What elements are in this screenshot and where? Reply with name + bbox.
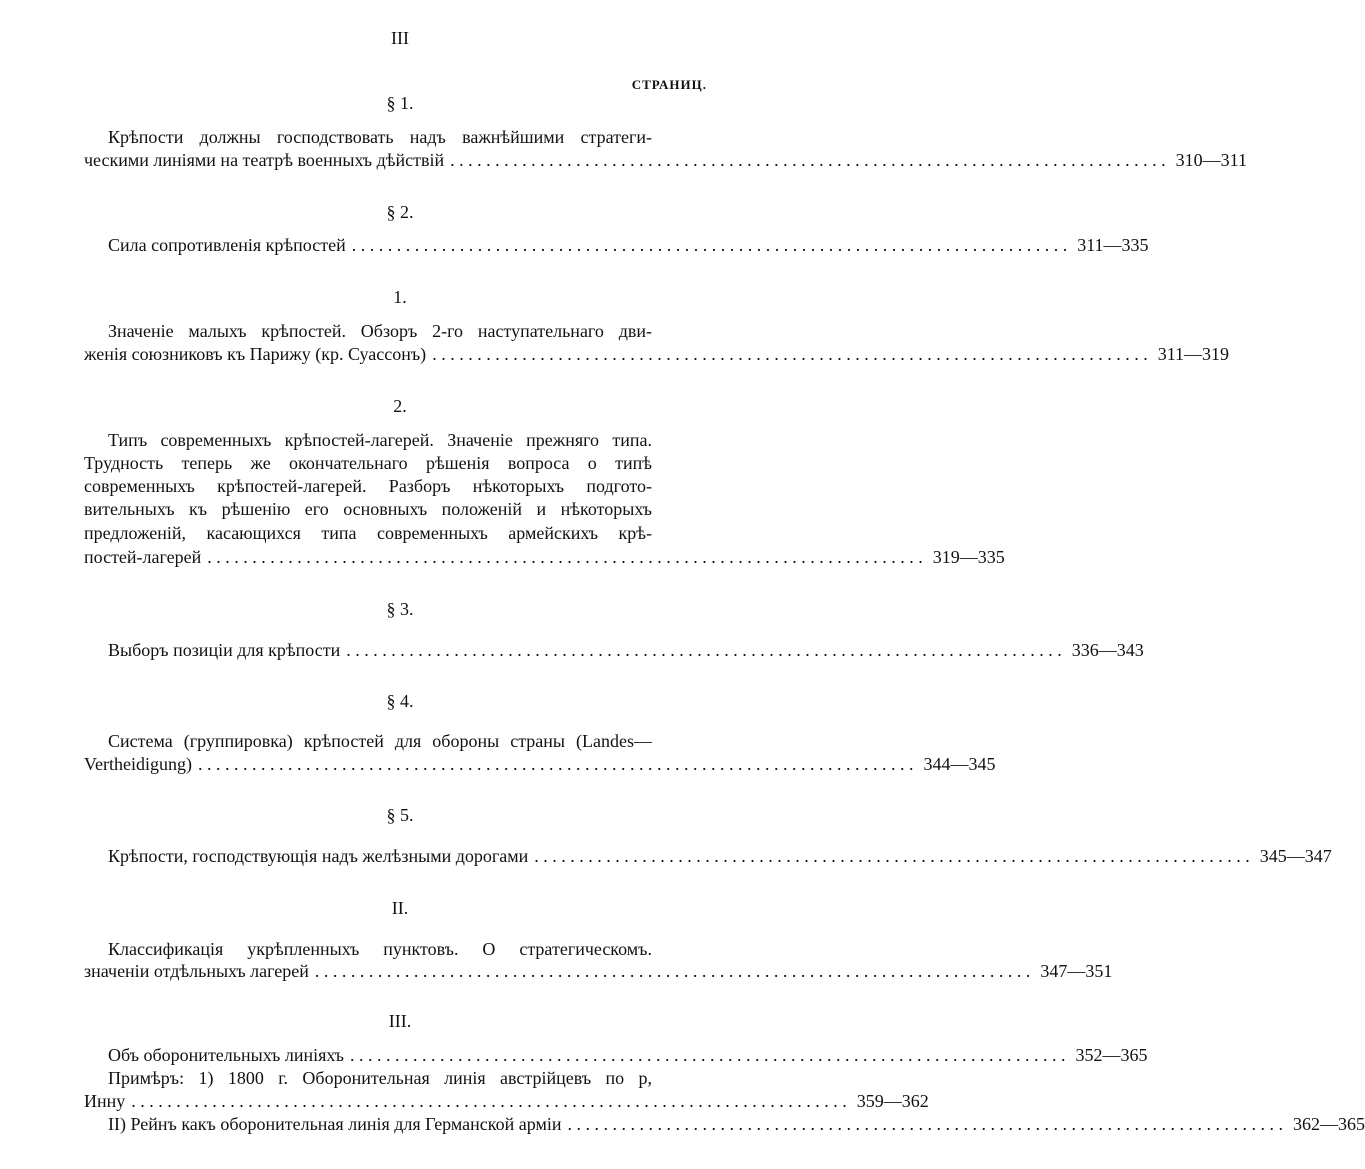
section-heading: 1. [393, 287, 407, 307]
section-heading: III. [388, 1011, 412, 1031]
toc-entry-last-line [108, 845, 1332, 867]
toc-entry-last-line [84, 149, 1247, 171]
toc-entry-last-line [108, 234, 1149, 256]
page-range: 352—365 [1075, 1045, 1148, 1065]
dot-leader: . . . . . . . . . . . . . . . . . . . . . . . . . . . . . . . . . . . . . . . . . . . . . . . . . . . . . . . . . . . . . . . . . . . . . . . . . . . . . . . . [314, 961, 1031, 981]
toc-entry-last-line [84, 960, 1113, 982]
dot-leader: . . . . . . . . . . . . . . . . . . . . . . . . . . . . . . . . . . . . . . . . . . . . . . . . . . . . . . . . . . . . . . . . . . . . . . . . . . . . . . . . [131, 1091, 847, 1111]
dot-leader: . . . . . . . . . . . . . . . . . . . . . . . . . . . . . . . . . . . . . . . . . . . . . . . . . . . . . . . . . . . . . . . . . . . . . . . . . . . . . . . . [567, 1114, 1283, 1134]
entry-text: Инну [84, 1091, 126, 1111]
page-range: 336—343 [1071, 640, 1144, 660]
entry-text: значеніи отдѣльныхъ лагерей [84, 961, 309, 981]
page-range: 311—319 [1157, 344, 1230, 364]
page-number: III [391, 28, 409, 48]
entry-line: Значеніе малыхъ крѣпостей. Обзоръ 2-го наступательнаго дви- [108, 321, 652, 341]
page-range: 311—335 [1077, 235, 1149, 255]
entry-line: Классификація укрѣпленныхъ пунктовъ. О стратегическомъ. [108, 939, 652, 959]
entry-line: Система (группировка) крѣпостей для обороны страны (Landes— [108, 731, 652, 751]
entry-text: Крѣпости, господствующія надъ желѣзными дорогами [108, 846, 529, 866]
toc-entry-last-line [84, 1090, 929, 1112]
dot-leader: . . . . . . . . . . . . . . . . . . . . . . . . . . . . . . . . . . . . . . . . . . . . . . . . . . . . . . . . . . . . . . . . . . . . . . . . . . . . . . . . [197, 754, 914, 774]
entry-text: женія союзниковъ къ Парижу (кр. Суассонъ) [84, 344, 427, 364]
dot-leader: . . . . . . . . . . . . . . . . . . . . . . . . . . . . . . . . . . . . . . . . . . . . . . . . . . . . . . . . . . . . . . . . . . . . . . . . . . . . . . . . [207, 547, 923, 567]
dot-leader: . . . . . . . . . . . . . . . . . . . . . . . . . . . . . . . . . . . . . . . . . . . . . . . . . . . . . . . . . . . . . . . . . . . . . . . . . . . . . . . . [534, 846, 1250, 866]
dot-leader: . . . . . . . . . . . . . . . . . . . . . . . . . . . . . . . . . . . . . . . . . . . . . . . . . . . . . . . . . . . . . . . . . . . . . . . . . . . . . . . . [351, 235, 1068, 255]
toc-entry-last-line [108, 1113, 1365, 1135]
entry-text: Vertheidigung) [84, 754, 192, 774]
page-range: 359—362 [856, 1091, 929, 1111]
page-range: 347—351 [1040, 961, 1113, 981]
page-range: 310—311 [1175, 150, 1247, 170]
toc-entry-last-line [108, 1044, 1148, 1066]
section-heading: § 3. [386, 599, 414, 619]
entry-line: Типъ современныхъ крѣпостей-лагерей. Значеніе прежняго типа. [108, 430, 652, 450]
dot-leader: . . . . . . . . . . . . . . . . . . . . . . . . . . . . . . . . . . . . . . . . . . . . . . . . . . . . . . . . . . . . . . . . . . . . . . . . . . . . . . . . [350, 1045, 1066, 1065]
pages-column-header: СТРАНИЦ. [631, 77, 707, 92]
section-heading: 2. [393, 396, 407, 416]
toc-entry-last-line [84, 343, 1230, 365]
entry-line: вительныхъ къ рѣшенію его основныхъ положеній и нѣкоторыхъ [84, 499, 652, 519]
section-heading: § 1. [386, 93, 414, 113]
section-heading: § 4. [386, 691, 414, 711]
section-heading: § 2. [386, 202, 414, 222]
toc-entry-last-line [84, 546, 1005, 568]
entry-line: Крѣпости должны господствовать надъ важнѣйшими стратеги- [108, 127, 652, 147]
section-heading: II. [391, 898, 409, 918]
entry-text: II) Рейнъ какъ оборонительная линія для Германской арміи [108, 1114, 562, 1134]
entry-line: современныхъ крѣпостей-лагерей. Разборъ нѣкоторыхъ подгото- [84, 476, 652, 496]
page-range: 362—365 [1293, 1114, 1365, 1134]
toc-entry-last-line [108, 639, 1144, 661]
dot-leader: . . . . . . . . . . . . . . . . . . . . . . . . . . . . . . . . . . . . . . . . . . . . . . . . . . . . . . . . . . . . . . . . . . . . . . . . . . . . . . . . [450, 150, 1166, 170]
entry-text: ческими линіями на театрѣ военныхъ дѣйствій [84, 150, 445, 170]
page-range: 319—335 [932, 547, 1005, 567]
page-range: 344—345 [923, 754, 996, 774]
entry-line: Примѣръ: 1) 1800 г. Оборонительная линія австрійцевъ по р, [108, 1068, 652, 1088]
entry-line: предложеній, касающихся типа современныхъ армейскихъ крѣ- [84, 523, 652, 543]
section-heading: § 5. [386, 805, 414, 825]
entry-text: Выборъ позиціи для крѣпости [108, 640, 341, 660]
dot-leader: . . . . . . . . . . . . . . . . . . . . . . . . . . . . . . . . . . . . . . . . . . . . . . . . . . . . . . . . . . . . . . . . . . . . . . . . . . . . . . . . [346, 640, 1062, 660]
entry-text: Объ оборонительныхъ линіяхъ [108, 1045, 344, 1065]
entry-text: постей-лагерей [84, 547, 202, 567]
page-range: 345—347 [1259, 846, 1332, 866]
toc-entry-last-line [84, 753, 996, 775]
dot-leader: . . . . . . . . . . . . . . . . . . . . . . . . . . . . . . . . . . . . . . . . . . . . . . . . . . . . . . . . . . . . . . . . . . . . . . . . . . . . . . . . [432, 344, 1148, 364]
entry-text: Сила сопротивленія крѣпостей [108, 235, 346, 255]
entry-line: Трудность теперь же окончательнаго рѣшенія вопроса о типѣ [84, 453, 652, 473]
